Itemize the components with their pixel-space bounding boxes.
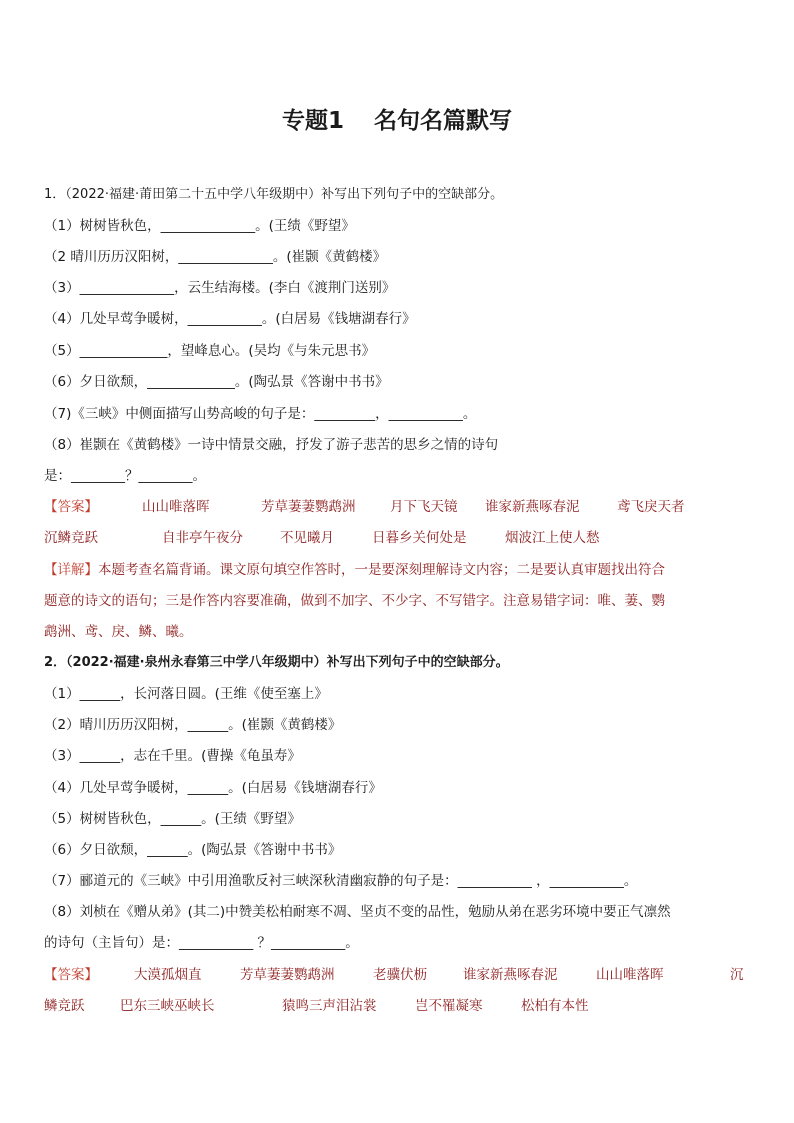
answer-item: 日暮乡关何处是 (372, 530, 467, 546)
q1-detail-line-3: 鹉洲、鸢、戾、鳞、曦。 (44, 624, 193, 640)
answer-item: 山山唯落晖 (596, 967, 664, 983)
answer-item: 谁家新燕啄春泥 (463, 967, 558, 983)
q2-item-6: （6）夕日欲颓，______。(陶弘景《答谢中书书》 (44, 842, 342, 858)
answer-item: 烟波江上使人愁 (505, 530, 600, 546)
q1-item-6: （6）夕日欲颓，_____________。(陶弘景《答谢中书书》 (44, 374, 389, 390)
answer-item: 巴东三峡巫峡长 (120, 998, 215, 1014)
title-number: 专题1 (281, 108, 344, 134)
q1-item-7: （7)《三峡》中侧面描写山势高峻的句子是：_________，___________。 (44, 406, 477, 422)
answer-item: 不见曦月 (280, 530, 334, 546)
q1-item-8: （8）崔颢在《黄鹤楼》一诗中情景交融，抒发了游子悲苦的思乡之情的诗句 (44, 437, 499, 453)
answer-item: 谁家新燕啄春泥 (485, 499, 580, 515)
q1-item-4: （4）几处早莺争暖树，___________。(白居易《钱塘湖春行》 (44, 311, 416, 327)
q2-item-8-cont: 的诗句（主旨句）是：___________ ？___________。 (44, 935, 359, 951)
answer-item: 鸢飞戾天者 (617, 499, 685, 515)
answer-item: 老骥伏枥 (373, 967, 427, 983)
answer-item: 沉鳞竞跃 (44, 530, 98, 546)
answer-item: 自非亭午夜分 (162, 530, 243, 546)
page-title (0, 102, 794, 135)
answer-item: 沉 (730, 967, 744, 983)
title-text: 名句名篇默写 (374, 108, 512, 134)
q2-item-8: （8）刘桢在《赠从弟》(其二)中赞美松柏耐寒不凋、坚贞不变的品性，勉励从弟在恶劣环境中要正气凛然 (44, 904, 671, 920)
q1-detail-line-2: 题意的诗文的语句；三是作答内容要准确，做到不加字、不少字、不写错字。注意易错字词：唯、萋、鹦 (44, 593, 665, 609)
q2-item-7: （7）郦道元的《三峡》中引用渔歌反衬三峡深秋清幽寂静的句子是：___________ ，___________。 (44, 873, 638, 889)
q1-detail-line-1 (44, 560, 750, 580)
question-1-heading: 1．（2022·福建·莆田第二十五中学八年级期中）补写出下列句子中的空缺部分。 (44, 187, 504, 202)
q1-item-1: （1）树树皆秋色，______________。(王绩《野望》 (44, 218, 355, 234)
answer-item: 大漠孤烟直 (134, 967, 202, 983)
q2-item-2: （2）晴川历历汉阳树，______。(崔颢《黄鹤楼》 (44, 717, 342, 733)
answer-item: 山山唯落晖 (142, 499, 210, 515)
answer-item: 鳞竞跃 (44, 998, 85, 1014)
answer-tag: 【答案】 (44, 967, 98, 983)
answer-tag: 【答案】 (44, 499, 98, 515)
answer-item: 芳草萋萋鹦鹉洲 (240, 967, 335, 983)
question-2-heading: 2．（2022·福建·泉州永春第三中学八年级期中）补写出下列句子中的空缺部分。 (44, 655, 509, 670)
detail-text: 本题考查名篇背诵。课文原句填空作答时，一是要深刻理解诗文内容；二是要认真审题找出符合 (98, 562, 665, 578)
answer-item: 松柏有本性 (521, 998, 589, 1014)
answer-item: 猿鸣三声泪沾裳 (282, 998, 377, 1014)
q1-item-8-cont: 是：________？________。 (44, 468, 206, 484)
answer-item: 岂不罹凝寒 (415, 998, 483, 1014)
answer-item: 月下飞天镜 (390, 499, 458, 515)
q2-item-5: （5）树树皆秋色，______。(王绩《野望》 (44, 811, 301, 827)
q2-item-4: （4）几处早莺争暖树，______。(白居易《钱塘湖春行》 (44, 780, 382, 796)
q1-item-3: （3）______________，云生结海楼。(李白《渡荆门送别》 (44, 280, 396, 296)
q1-item-2: （2 晴川历历汉阳树，______________。(崔颢《黄鹤楼》 (44, 249, 387, 265)
q1-answer-row-1 (44, 497, 750, 517)
answer-item: 芳草萋萋鹦鹉洲 (261, 499, 356, 515)
q2-item-3: （3）______，志在千里。(曹操《龟虽寿》 (44, 748, 301, 764)
q2-answer-row-1 (44, 965, 750, 985)
detail-tag: 【详解】 (44, 562, 98, 578)
q2-item-1: （1）______，长河落日圆。(王维《使至塞上》 (44, 686, 328, 702)
q1-item-5: （5）_____________，望峰息心。(吴均《与朱元思书》 (44, 343, 376, 359)
